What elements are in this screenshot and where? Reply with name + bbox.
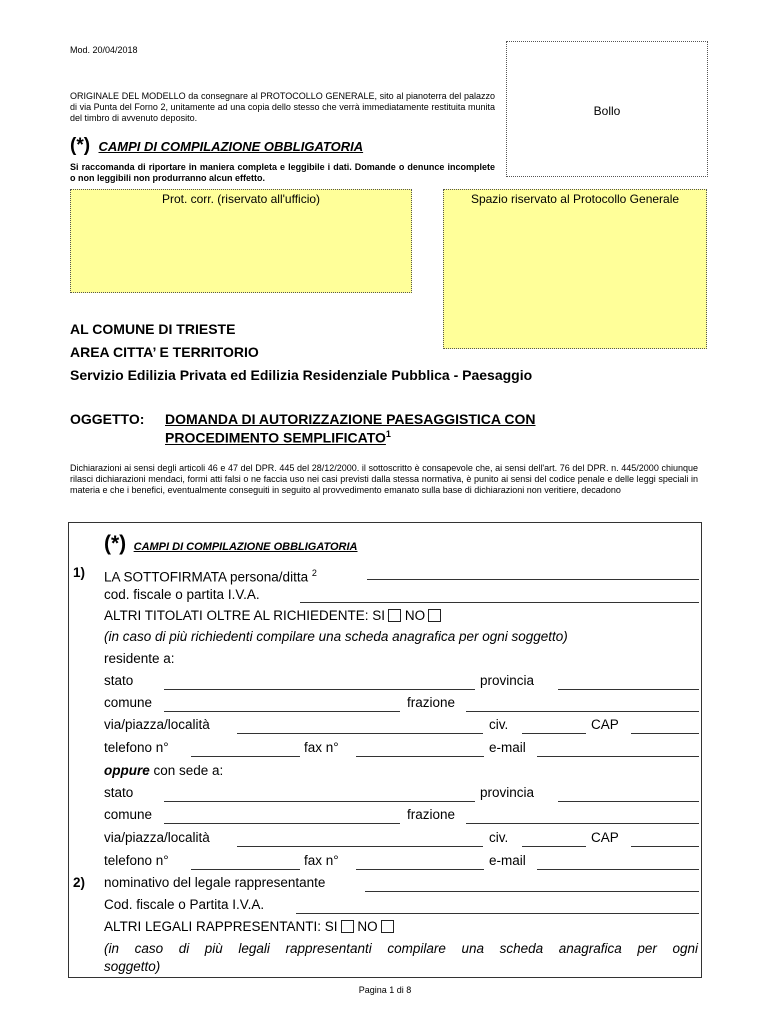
municipality-label: comune	[104, 695, 153, 710]
mandatory-label: CAMPI DI COMPILAZIONE OBBLIGATORIA	[98, 139, 364, 154]
form-asterisk: (*)	[104, 532, 127, 555]
recommendation-text: Si raccomanda di riportare in maniera completa e leggibile i dati. Domande o denunce incomplete o non leggibili non produrranno alcun effetto.	[70, 162, 495, 183]
subject-line-1: DOMANDA DI AUTORIZZAZIONE PAESAGGISTICA CON	[165, 411, 536, 427]
section-1-number: 1)	[73, 565, 86, 580]
seat-country-label: stato	[104, 785, 134, 800]
bollo-label: Bollo	[593, 104, 621, 118]
alternative-seat-text: con sede a:	[149, 763, 224, 778]
seat-municipality-field[interactable]	[164, 823, 400, 824]
subject-line-2-text: PROCEDIMENTO SEMPLIFICATO	[165, 429, 386, 446]
footnote-1: 1	[385, 429, 391, 439]
form-mandatory-title	[104, 532, 358, 556]
seat-province-label: provincia	[480, 785, 535, 800]
seat-postcode-field[interactable]	[631, 846, 699, 847]
seat-hamlet-label: frazione	[407, 807, 456, 822]
country-field[interactable]	[164, 689, 475, 690]
other-holders-no-label: NO	[404, 608, 426, 623]
footnote-2: 2	[311, 568, 317, 578]
resident-label: residente a:	[104, 651, 175, 666]
seat-municipality-label: comune	[104, 807, 153, 822]
house-number-label: civ.	[489, 717, 509, 732]
seat-email-field[interactable]	[537, 869, 699, 870]
alternative-seat-label	[104, 763, 223, 779]
other-legal-reps-label: ALTRI LEGALI RAPPRESENTANTI: SI	[104, 919, 338, 934]
other-holders-no-checkbox[interactable]	[428, 609, 441, 622]
other-holders-yes-checkbox[interactable]	[388, 609, 401, 622]
tax-code-label: cod. fiscale o partita I.V.A.	[104, 587, 260, 602]
seat-province-field[interactable]	[558, 801, 699, 802]
form-mandatory-label: CAMPI DI COMPILAZIONE OBBLIGATORIA	[133, 541, 358, 553]
bollo-box	[506, 41, 708, 177]
section-2-number: 2)	[73, 875, 86, 890]
fax-label: fax n°	[304, 740, 339, 755]
phone-field[interactable]	[191, 756, 300, 757]
fax-field[interactable]	[356, 756, 484, 757]
applicant-label-text: LA SOTTOFIRMATA persona/ditta	[104, 569, 309, 585]
prot-corr-label: Prot. corr. (riservato all'ufficio)	[161, 192, 321, 206]
country-label: stato	[104, 673, 134, 688]
seat-country-field[interactable]	[164, 801, 475, 802]
alternative-word: oppure	[104, 763, 150, 778]
multiple-legal-reps-note-1: (in caso di più legali rappresentanti compilare una scheda anagrafica per ogni	[104, 941, 698, 956]
declarations-text: Dichiarazioni ai sensi degli articoli 46 e 47 del DPR. 445 del 28/12/2000. il sottoscritto è consapevole che, ai sensi dell'art. 76 del DPR. n. 445/2000 chiunque rilasci dichiarazioni mendaci, formi atti falsi o ne faccia uso nei casi previsti dalla stessa normativa, è punito ai sensi del codice penale e delle leggi speciali in materia e che i benefici, eventualmente conseguiti in seguito al provvedimento emanato sulla base di dichiarazioni non veritiere, decadono	[70, 463, 698, 495]
other-legal-reps-row	[104, 919, 394, 935]
seat-street-label: via/piazza/località	[104, 830, 210, 845]
form-model-code: Mod. 20/04/2018	[70, 45, 138, 55]
email-label: e-mail	[489, 740, 526, 755]
seat-fax-label: fax n°	[304, 853, 339, 868]
email-field[interactable]	[537, 756, 699, 757]
legal-rep-tax-code-label: Cod. fiscale o Partita I.V.A.	[104, 897, 265, 912]
seat-email-label: e-mail	[489, 853, 526, 868]
legal-rep-field[interactable]	[365, 891, 699, 892]
intro-text: ORIGINALE DEL MODELLO da consegnare al PROTOCOLLO GENERALE, sito al pianoterra del palazzo di via Punta del Forno 2, unitamente ad una copia dello stesso che verrà immediatamente restituita munita del timbro di avvenuto deposito.	[70, 91, 495, 123]
address-line-3: Servizio Edilizia Privata ed Edilizia Residenziale Pubblica - Paesaggio	[70, 367, 533, 383]
seat-postcode-label: CAP	[591, 830, 619, 845]
page-number: Pagina 1 di 8	[358, 985, 412, 995]
seat-phone-label: telefono n°	[104, 853, 169, 868]
seat-hamlet-field[interactable]	[466, 823, 699, 824]
applicant-name-field[interactable]	[367, 579, 699, 580]
multiple-applicants-note: (in caso di più richiedenti compilare una scheda anagrafica per ogni soggetto)	[104, 629, 568, 644]
seat-house-number-label: civ.	[489, 830, 509, 845]
seat-house-number-field[interactable]	[522, 846, 586, 847]
prot-corr-box[interactable]	[70, 189, 412, 293]
hamlet-field[interactable]	[466, 711, 699, 712]
multiple-legal-reps-note-2: soggetto)	[104, 959, 161, 974]
other-legal-reps-yes-checkbox[interactable]	[341, 920, 354, 933]
other-holders-label: ALTRI TITOLATI OLTRE AL RICHIEDENTE: SI	[104, 608, 386, 623]
mandatory-title	[70, 135, 363, 157]
legal-rep-label: nominativo del legale rappresentante	[104, 875, 326, 890]
hamlet-label: frazione	[407, 695, 456, 710]
address-line-1: AL COMUNE DI TRIESTE	[70, 321, 236, 337]
applicant-label	[104, 565, 317, 586]
asterisk-mark: (*)	[70, 135, 91, 156]
other-legal-reps-no-checkbox[interactable]	[381, 920, 394, 933]
phone-label: telefono n°	[104, 740, 169, 755]
postcode-field[interactable]	[631, 733, 699, 734]
protocol-box[interactable]	[443, 189, 707, 349]
legal-rep-tax-code-field[interactable]	[296, 913, 699, 914]
seat-phone-field[interactable]	[191, 869, 300, 870]
other-legal-reps-no-label: NO	[357, 919, 378, 934]
province-field[interactable]	[558, 689, 699, 690]
subject-label: OGGETTO:	[70, 411, 145, 427]
postcode-label: CAP	[591, 717, 619, 732]
tax-code-field[interactable]	[300, 602, 699, 603]
street-field[interactable]	[237, 733, 483, 734]
municipality-field[interactable]	[164, 711, 400, 712]
seat-street-field[interactable]	[237, 846, 483, 847]
province-label: provincia	[480, 673, 535, 688]
protocol-label: Spazio riservato al Protocollo Generale	[470, 192, 680, 206]
seat-fax-field[interactable]	[356, 869, 484, 870]
street-label: via/piazza/località	[104, 717, 210, 732]
subject-line-2	[165, 429, 391, 446]
address-line-2: AREA CITTA’ E TERRITORIO	[70, 344, 259, 360]
other-holders-row	[104, 608, 441, 624]
house-number-field[interactable]	[522, 733, 586, 734]
